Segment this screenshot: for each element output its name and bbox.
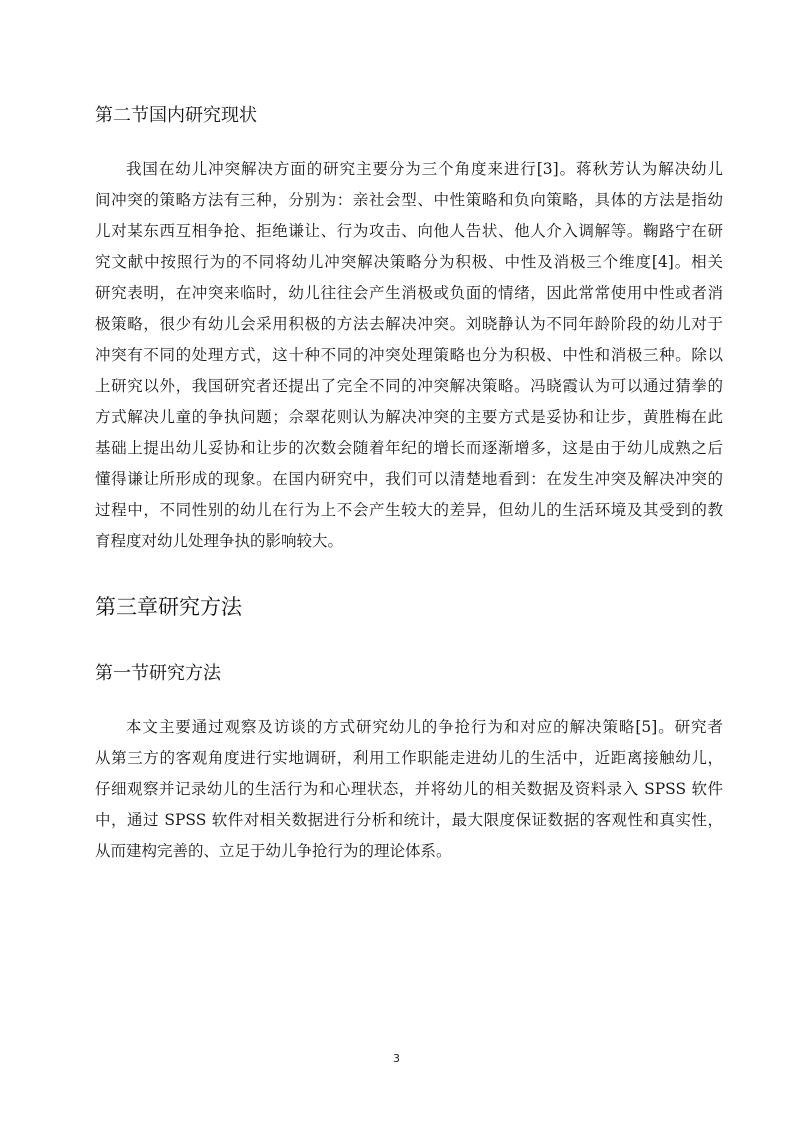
paragraph-research-method bbox=[95, 712, 723, 867]
paragraph-domestic-research bbox=[95, 154, 723, 557]
paragraph-line: 极策略，很少有幼儿会采用积极的方法去解决冲突。刘晓静认为不同年龄阶段的幼儿对于 bbox=[95, 315, 723, 333]
paragraph-line: 儿对某东西互相争抢、拒绝谦让、行为攻击、向他人告状、他人介入调解等。鞠路宁在研 bbox=[95, 222, 723, 240]
paragraph-line: 冲突有不同的处理方式，这十种不同的冲突处理策略也分为积极、中性和消极三种。除以 bbox=[95, 346, 723, 364]
paragraph-line: 过程中，不同性别的幼儿在行为上不会产生较大的差异，但幼儿的生活环境及其受到的教 bbox=[95, 501, 723, 519]
paragraph-line: 间冲突的策略方法有三种，分别为：亲社会型、中性策略和负向策略，具体的方法是指幼 bbox=[95, 191, 723, 209]
paragraph-line: 育程度对幼儿处理争执的影响较大。 bbox=[95, 532, 344, 550]
paragraph-line: 仔细观察并记录幼儿的生活行为和心理状态，并将幼儿的相关数据及资料录入 SPSS 软件 bbox=[95, 780, 723, 798]
paragraph-line: 懂得谦让所形成的现象。在国内研究中，我们可以清楚地看到：在发生冲突及解决冲突的 bbox=[95, 470, 723, 488]
paragraph-line: 中，通过 SPSS 软件对相关数据进行分析和统计，最大限度保证数据的客观性和真实性， bbox=[95, 811, 723, 829]
paragraph-line: 本文主要通过观察及访谈的方式研究幼儿的争抢行为和对应的解决策略[5]。研究者 bbox=[126, 718, 723, 736]
paragraph-line: 基础上提出幼儿妥协和让步的次数会随着年纪的增长而逐渐增多，这是由于幼儿成熟之后 bbox=[95, 439, 723, 457]
paragraph-line: 我国在幼儿冲突解决方面的研究主要分为三个角度来进行[3]。蒋秋芳认为解决幼儿 bbox=[126, 160, 723, 178]
paragraph-line: 从而建构完善的、立足于幼儿争抢行为的理论体系。 bbox=[95, 842, 452, 860]
chapter-heading-research-methods: 第三章研究方法 bbox=[95, 595, 242, 619]
section-heading-research-method: 第一节研究方法 bbox=[95, 663, 221, 684]
paragraph-line: 从第三方的客观角度进行实地调研，利用工作职能走进幼儿的生活中，近距离接触幼儿， bbox=[95, 749, 723, 767]
page-number: 3 bbox=[393, 1052, 400, 1065]
paragraph-line: 方式解决儿童的争执问题；佘翠花则认为解决冲突的主要方式是妥协和让步，黄胜梅在此 bbox=[95, 408, 723, 426]
paragraph-line: 上研究以外，我国研究者还提出了完全不同的冲突解决策略。冯晓霞认为可以通过猜拳的 bbox=[95, 377, 723, 395]
section-heading-domestic-research: 第二节国内研究现状 bbox=[95, 105, 257, 126]
paragraph-line: 究文献中按照行为的不同将幼儿冲突解决策略分为积极、中性及消极三个维度[4]。相关 bbox=[95, 253, 723, 271]
paragraph-line: 研究表明，在冲突来临时，幼儿往往会产生消极或负面的情绪，因此常常使用中性或者消 bbox=[95, 284, 723, 302]
